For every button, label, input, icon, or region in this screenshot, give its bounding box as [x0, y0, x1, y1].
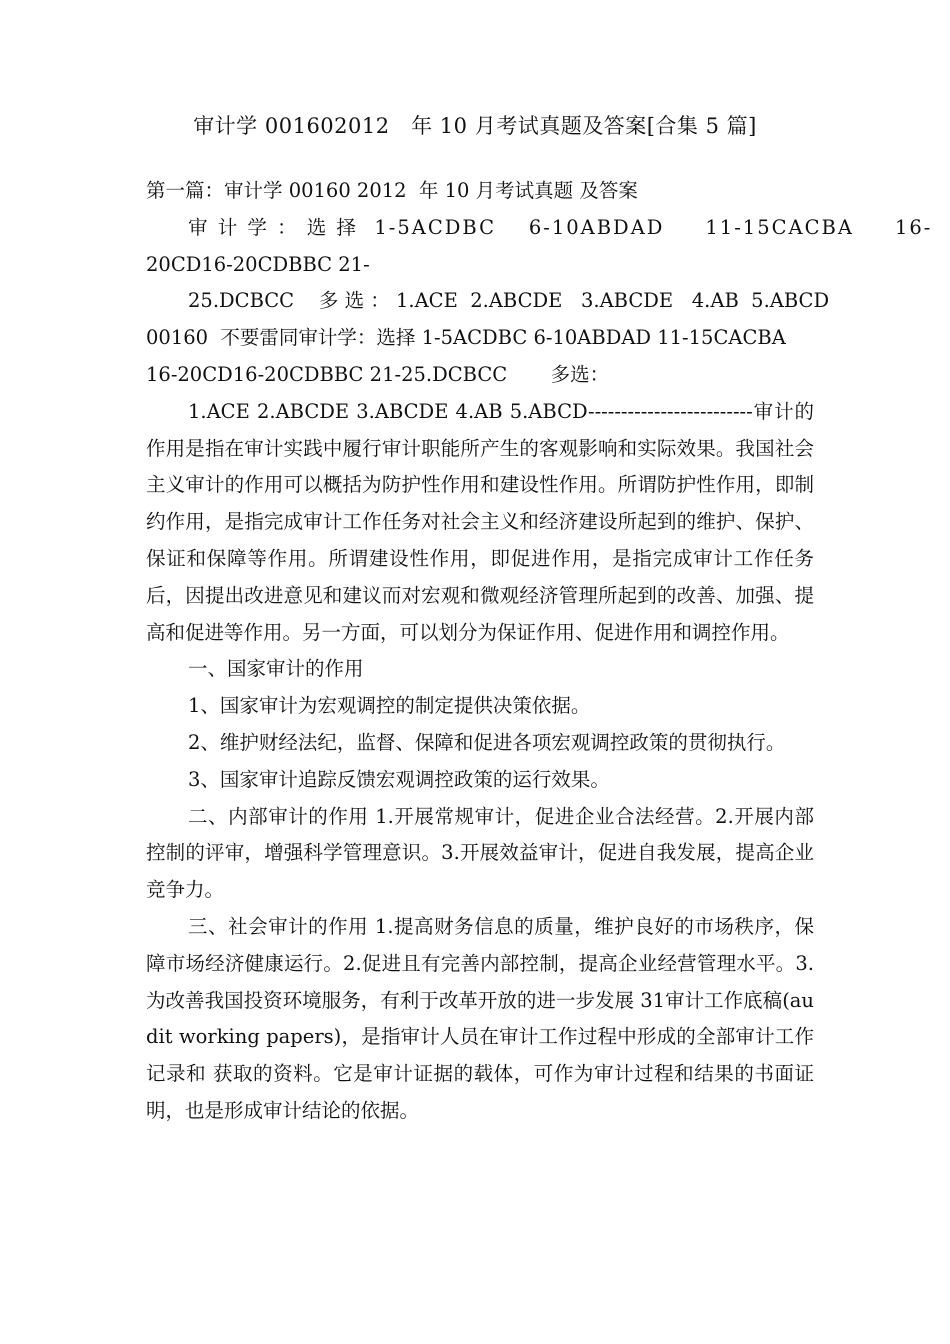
answer-line: 20CD16-20CDBBC 21-: [146, 252, 370, 276]
answer-line: 00160 不要雷同审计学：选择 1-5ACDBC 6-10ABDAD 11-15CACBA: [146, 326, 786, 350]
paragraph-national-audit-heading: 一、国家审计的作用: [188, 657, 364, 681]
answer-line: 审 计 学 ： 选 择 1-5ACDBC 6-10ABDAD 11-15CACBA 16-: [188, 215, 933, 239]
document-body: [146, 173, 933, 1130]
paragraph-national-audit-1: 1、国家审计为宏观调控的制定提供决策依据。: [188, 694, 591, 718]
answer-line: 25.DCBCC 多 选 ： 1.ACE 2.ABCDE 3.ABCDE 4.AB 5.ABCD: [188, 289, 830, 313]
document-title: 审计学 001602012 年 10 月考试真题及答案[合集 5 篇]: [193, 114, 757, 138]
answer-line: 16-20CD16-20CDBBC 21-25.DCBCC 多选：: [146, 362, 610, 386]
paragraph-national-audit-3: 3、国家审计追踪反馈宏观调控政策的运行效果。: [188, 767, 610, 791]
paragraph-internal-audit: 二、内部审计的作用 1.开展常规审计，促进企业合法经营。2.开展内部控制的评审，增强科学管理意识。3.开展效益审计，促进自我发展，提高企业竞争力。: [146, 804, 814, 902]
section-heading: 第一篇：审计学 00160 2012 年 10 月考试真题 及答案: [146, 179, 638, 202]
paragraph-audit-role: 1.ACE 2.ABCDE 3.ABCDE 4.AB 5.ABCD-------------------------审计的作用是指在审计实践中履行审计职能所产生的客观影响和实际效果。我国社会主义审计的作用可以概括为防护性作用和建设性作用。所谓防护性作用，即制约作用，是指完成审计工作任务对社会主义和经济建设所起到的维护、保护、保证和保障等作用。所谓建设性作用，即促进作用，是指完成审计工作任务后，因提出改进意见和建议而对宏观和微观经济管理所起到的改善、加强、提高和促进等作用。另一方面，可以划分为保证作用、促进作用和调控作用。: [146, 399, 814, 644]
paragraph-national-audit-2: 2、维护财经法纪，监督、保障和促进各项宏观调控政策的贯彻执行。: [188, 730, 786, 754]
paragraph-social-audit: 三、社会审计的作用 1.提高财务信息的质量，维护良好的市场秩序，保障市场经济健康运行。2.促进且有完善内部控制，提高企业经营管理水平。3.为改善我国投资环境服务，有利于改革开放的进一步发展 31审计工作底稿(audit working papers)，是指审计人员在审计工作过程中形成的全部审计工作记录和 获取的资料。它是审计证据的载体，可作为审计过程和结果的书面证明，也是形成审计结论的依据。: [146, 914, 814, 1122]
